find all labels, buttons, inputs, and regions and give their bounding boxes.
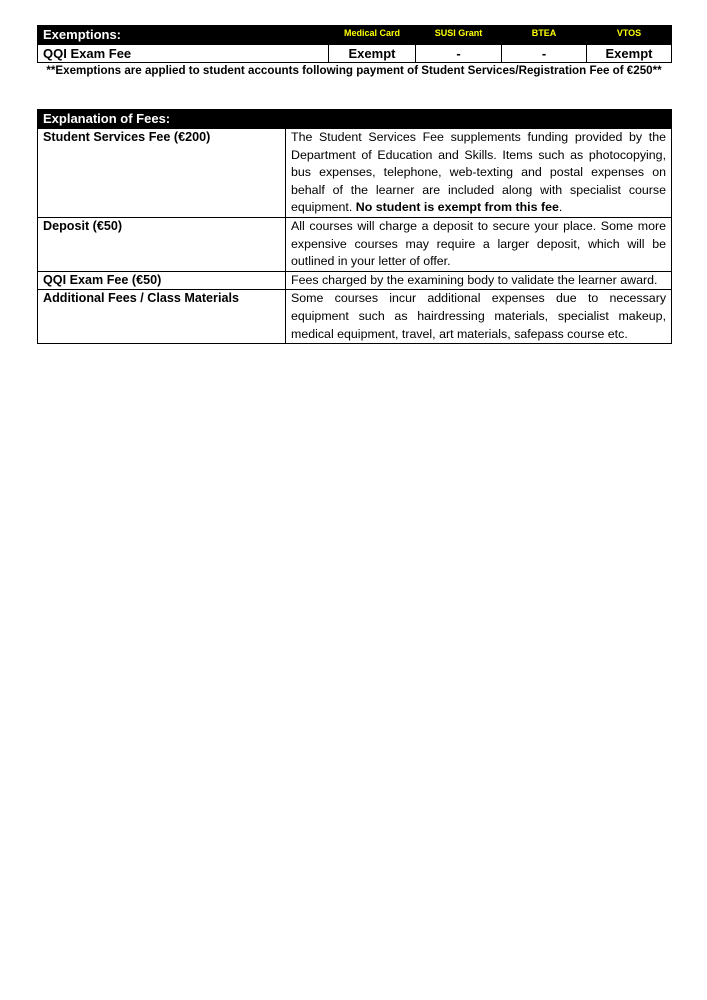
fee-name: Deposit (€50) <box>38 217 286 271</box>
exemptions-title: Exemptions: <box>38 26 329 45</box>
exemptions-header-row <box>38 26 672 45</box>
table-row <box>38 129 672 218</box>
vtos-value: Exempt <box>587 45 672 63</box>
fee-description <box>286 129 672 218</box>
explanation-header-row <box>38 110 672 129</box>
explanation-of-fees-table <box>37 109 672 344</box>
exemptions-note: **Exemptions are applied to student accounts following payment of Student Services/Registration Fee of €250** <box>46 64 662 77</box>
susi-grant-value: - <box>416 45 502 63</box>
fee-description: Some courses incur additional expenses due to necessary equipment such as hairdressing materials, specialist makeup, medical equipment, travel, art materials, safepass course etc. <box>286 290 672 344</box>
fee-name: Student Services Fee (€200) <box>38 129 286 218</box>
exemptions-table <box>37 25 672 63</box>
fee-description: All courses will charge a deposit to secure your place. Some more expensive courses may require a larger deposit, which will be outlined in your letter of offer. <box>286 217 672 271</box>
column-vtos: VTOS <box>587 26 672 45</box>
fee-description-emphasis: No student is exempt from this fee <box>355 200 559 215</box>
table-row <box>38 290 672 344</box>
table-row <box>38 217 672 271</box>
fee-description-tail: . <box>558 200 563 215</box>
fee-name: Additional Fees / Class Materials <box>38 290 286 344</box>
fee-description: Fees charged by the examining body to validate the learner award. <box>286 271 672 290</box>
column-btea: BTEA <box>502 26 587 45</box>
fee-name: QQI Exam Fee (€50) <box>38 271 286 290</box>
fee-description-text: The Student Services Fee supplements funding provided by the Department of Education and Skills. Items such as photocopying, bus expenses, telephone, web-texting and postal expenses on behalf of the learner are included along with specialist course equipment. <box>291 130 667 215</box>
table-row <box>38 271 672 290</box>
column-susi-grant: SUSI Grant <box>416 26 502 45</box>
fee-name: QQI Exam Fee <box>38 45 329 63</box>
column-medical-card: Medical Card <box>329 26 416 45</box>
explanation-title: Explanation of Fees: <box>38 110 672 129</box>
btea-value: - <box>502 45 587 63</box>
medical-card-value: Exempt <box>329 45 416 63</box>
table-row <box>38 45 672 63</box>
